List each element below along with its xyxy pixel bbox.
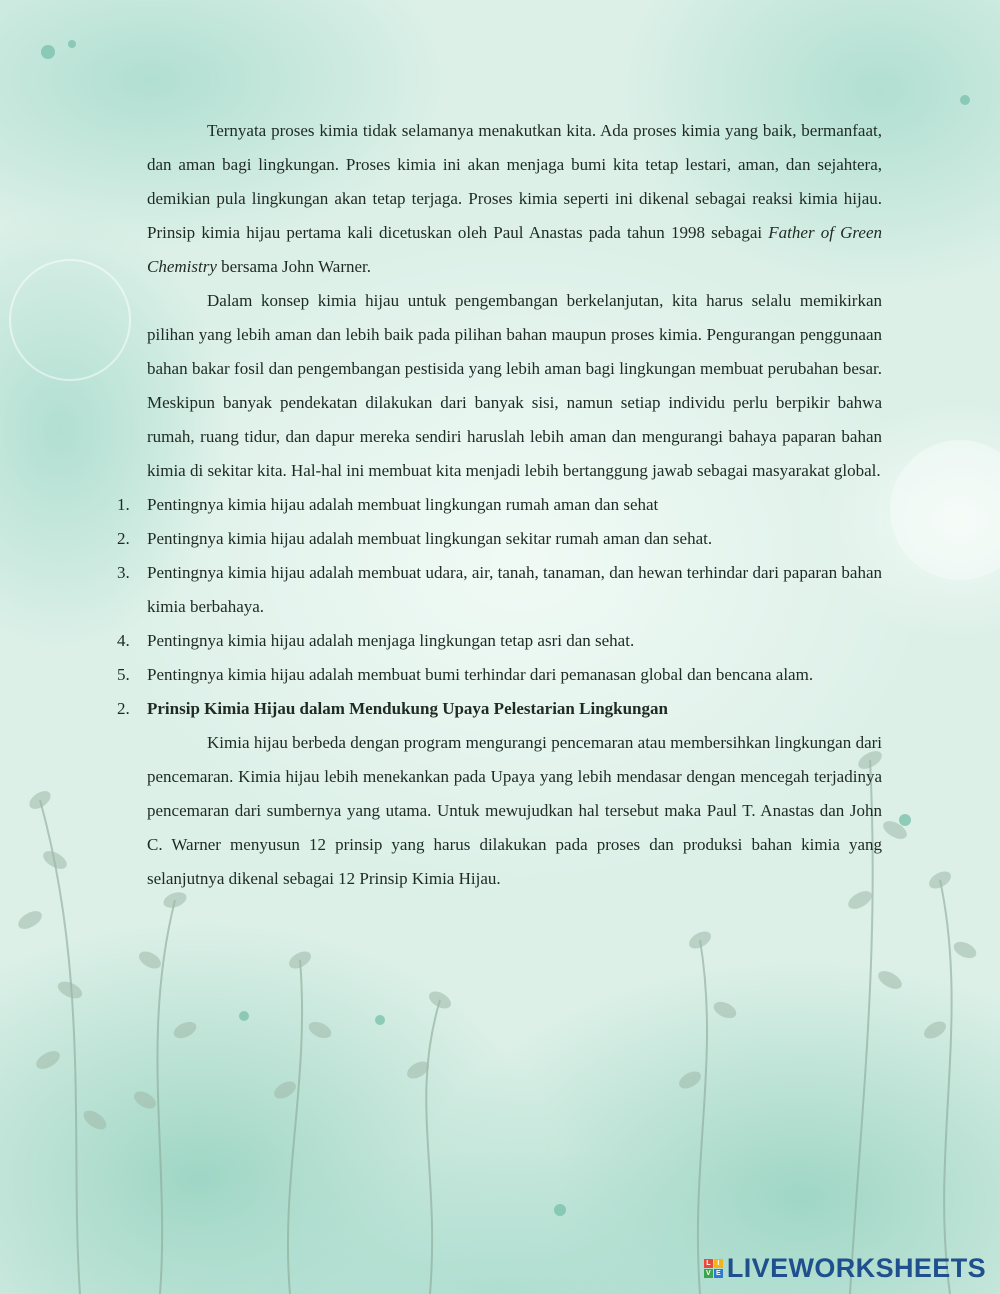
father-of-green-chemistry-phrase: Father of Green Chemistry [147, 223, 882, 276]
intro-paragraph-end: bersama John Warner. [216, 257, 371, 276]
liveworksheets-logo [704, 1253, 986, 1284]
list-item-number: 5. [117, 665, 130, 684]
list-item [117, 522, 882, 556]
badge-letter: I [714, 1259, 723, 1268]
intro-paragraph-start: Ternyata proses kimia tidak selamanya menakutkan kita. Ada proses kimia yang baik, bermanfaat, dan aman bagi lingkungan. Proses kimia ini akan menjaga bumi kita tetap lestari, aman, dan sejahtera, demikian pula lingkungan akan tetap terjaga. Proses kimia seperti ini dikenal sebagai reaksi kimia hijau. Prinsip kimia hijau pertama kali dicetuskan oleh Paul Anastas pada tahun 1998 sebagai [147, 121, 882, 242]
list-item-text: Pentingnya kimia hijau adalah membuat lingkungan rumah aman dan sehat [147, 495, 659, 514]
list-item-number: 4. [117, 631, 130, 650]
list-item-number: 3. [117, 563, 130, 582]
intro-paragraph [147, 114, 882, 284]
list-item-text: Pentingnya kimia hijau adalah membuat udara, air, tanah, tanaman, dan hewan terhindar dari paparan bahan kimia berbahaya. [147, 563, 882, 616]
section-2-number: 2. [117, 699, 130, 718]
importance-list [117, 488, 882, 692]
list-item [117, 556, 882, 624]
list-item [117, 658, 882, 692]
list-item-text: Pentingnya kimia hijau adalah membuat bumi terhindar dari pemanasan global dan bencana alam. [147, 665, 814, 684]
liveworksheets-wordmark: LIVEWORKSHEETS [726, 1253, 986, 1283]
green-chemistry-concept-paragraph: Dalam konsep kimia hijau untuk pengembangan berkelanjutan, kita harus selalu memikirkan pilihan yang lebih aman dan lebih baik pada pilihan bahan maupun proses kimia. Pengurangan penggunaan bahan bakar fosil dan pengembangan pestisida yang lebih aman bagi lingkungan membuat perubahan besar. Meskipun banyak pendekatan dilakukan dari banyak sisi, namun setiap individu perlu berpikir bahwa rumah, ruang tidur, dan dapur mereka sendiri haruslah lebih aman dan mengurangi bahaya paparan bahan kimia di sekitar kita. Hal-hal ini membuat kita menjadi lebih bertanggung jawab sebagai masyarakat global. [147, 291, 882, 480]
section-2 [117, 692, 882, 896]
section-2-heading-row [117, 692, 882, 726]
intro-text-block [117, 114, 882, 896]
list-item-number: 1. [117, 495, 130, 514]
list-item [117, 624, 882, 658]
section-2-paragraph: Kimia hijau berbeda dengan program mengurangi pencemaran atau membersihkan lingkungan dari pencemaran. Kimia hijau lebih menekankan pada Upaya yang lebih mendasar dengan mencegah terjadinya pencemaran dari sumbernya yang utama. Untuk mewujudkan hal tersebut maka Paul T. Anastas dan John C. Warner menyusun 12 prinsip yang harus dilakukan pada proses dan produksi bahan kimia yang selanjutnya dikenal sebagai 12 Prinsip Kimia Hijau. [147, 733, 882, 888]
list-item-number: 2. [117, 529, 130, 548]
badge-letter: E [714, 1269, 723, 1278]
list-item [117, 488, 882, 522]
section-2-heading: Prinsip Kimia Hijau dalam Mendukung Upaya Pelestarian Lingkungan [147, 699, 668, 718]
badge-letter: V [704, 1269, 713, 1278]
list-item-text: Pentingnya kimia hijau adalah membuat lingkungan sekitar rumah aman dan sehat. [147, 529, 713, 548]
liveworksheets-badge [704, 1259, 723, 1278]
list-item-text: Pentingnya kimia hijau adalah menjaga lingkungan tetap asri dan sehat. [147, 631, 635, 650]
badge-letter: L [704, 1259, 713, 1268]
